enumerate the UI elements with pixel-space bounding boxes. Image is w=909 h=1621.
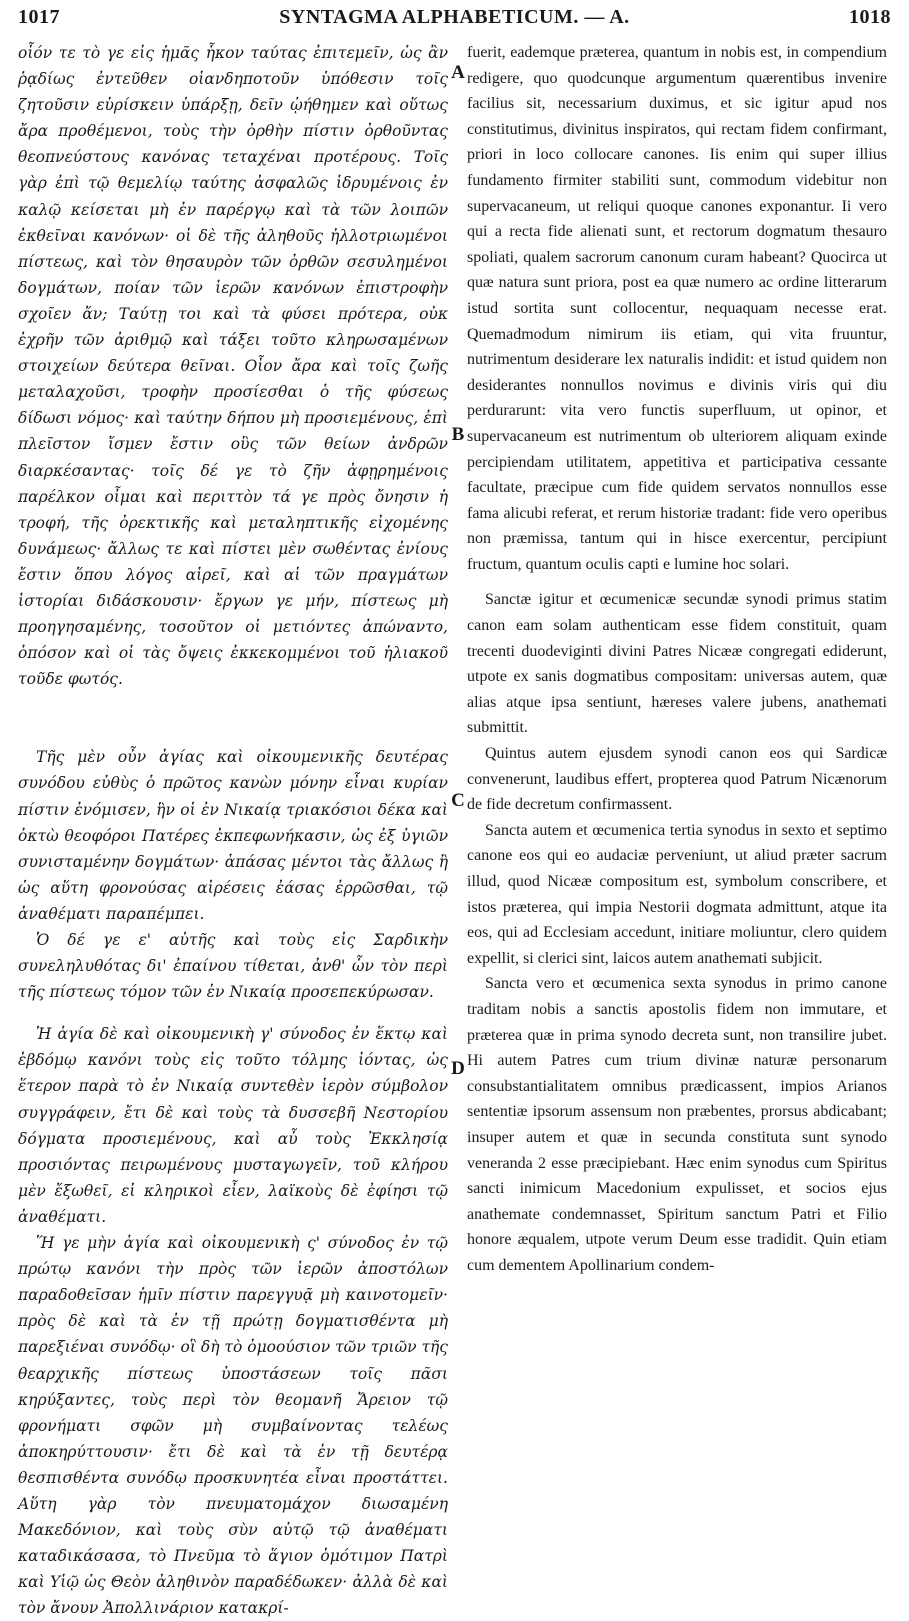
latin-paragraph-4: Sancta autem et œcumenica tertia synodus in sexto et septimo canone eos qui eo audaciæ perveniunt, ut aliud præter sacrum illud, quod Nicææ compositum est, symbolum conscribere, et istos præterea, qui impia Nestorii dogmata admittunt, atque ita eos, qui ad Ecclesiam accedunt, initiare moliuntur, clero quidem expellit, si clerici sint, laicos autem anathemati subjicit.	[467, 821, 887, 967]
page-header	[18, 6, 891, 42]
page-number-right: 1018	[849, 6, 891, 28]
margin-marker-c: C	[451, 790, 465, 811]
greek-paragraph-2: Τῆς μὲν οὖν ἁγίας καὶ οἰκουμενικῆς δευτέρας συνόδου εὐθὺς ὁ πρῶτος κανὼν μόνην εἶναι κυρίαν πίστιν ἐνόμισεν, ἣν οἱ ἐν Νικαίᾳ τριακόσιοι δέκα καὶ ὀκτὼ θεοφόροι Πατέρες ἐκπεφωνήκασιν, ὡς ἐξ ὑγιῶν συνισταμένην δογμάτων· ἁπάσας μέντοι τὰς ἄλλως ἢ ὡς αὕτη φρονούσας αἱρέσεις ἐάσας ἐρρῶσθαι, τῷ ἀναθέματι παραπέμπει.	[18, 748, 448, 923]
page-number-left: 1017	[18, 6, 60, 28]
greek-column	[18, 40, 448, 1621]
running-title: SYNTAGMA ALPHABETICUM. — A.	[279, 6, 630, 28]
greek-paragraph-4: Ἡ ἁγία δὲ καὶ οἰκουμενικὴ γ' σύνοδος ἐν ἕκτῳ καὶ ἑβδόμῳ κανόνι τοὺς εἰς τοῦτο τόλμης ἰόντας, ὡς ἕτερον παρὰ τὸ ἐν Νικαίᾳ συντεθὲν ἱερὸν σύμβολον συγγράφειν, ἔτι δὲ καὶ τοὺς τὰ δυσσεβῆ Νεστορίου δόγματα προσιεμένους, καὶ αὖ τοὺς Ἐκκλησίᾳ προσιόντας πειρωμένους μυσταγωγεῖν, τοῦ κλήρου μὲν ἔξωθεῖ, εἰ κληρικοὶ εἶεν, λαϊκοὺς δὲ ἐφίησι τῷ ἀναθέματι.	[18, 1025, 448, 1226]
margin-marker-b: B	[451, 424, 465, 445]
margin-marker-d: D	[451, 1058, 465, 1079]
latin-paragraph-1: fuerit, eademque præterea, quantum in nobis est, in compendium redigere, quo quodcunque argumentum quærentibus invenire facilius sit, necessarium duximus, et sic igitur apud nos constitutimus, divinitus inspiratos, qui rectam fidem confirmant, priori in loco collocare canones. Iis enim qui super illius fundamento firmiter stabiliti sunt, commodum videbitur non supervacaneum, ut reliqui quoque canones exponantur. Ii vero qui a recta fide alienati sunt, et rectorum dogmatum thesauro spoliati, qualem sacrorum canonum curam habeant? Quocirca ut quæ natura sunt priora, post ea quæ numero ac ordine litterarum istud sortita sunt collocentur, nequaquam necesse erat. Quemadmodum nimirum iis etiam, qui vita fruuntur, nutrimentum desiderare lex naturalis indidit: et istud quidem non desiderantes nonnullos novimus e divinis viris qui diu perdurarunt: vita vero functis superfluum, ut opinor, et supervacaneum est nutrimentum ob ulteriorem aliquam exinde percipiendam utilitatem, appetitiva et participativa cessante facultate, præcipue cum fide quidem servatos nonnullos esse fama alicubi referat, et rerum historiæ tradant: fide vero operibus non præmissa, tantum qui in hisce exercentur, percipiunt fructum, quantum oculis capti e lumine hoc solari.	[467, 44, 887, 573]
latin-paragraph-5: Sancta vero et œcumenica sexta synodus in primo canone traditam nobis a sanctis apostolis fidem non immutare, et præterea quæ in prima synodo decreta sunt, non transilire jubet. Hi autem Patres cum trium divinæ naturæ personarum consubstantialitatem omnibus prædicassent, impios Arianos sententiæ ipsorum assensum non præbentes, prorsus abdicabant; insuper autem et quæ in secunda constituta sunt synodo veneranda 2 esse præcipiebant. Hæc enim synodus cum Spiritus sancti inimicum Macedonium expulisset, et socios ejus anathemate condemnasset, Spiritum sanctum Patri et Filio honore æqualem, utpote verum Deum esse tradidit. Quin etiam cum dementem Apollinarium condem-	[467, 975, 887, 1274]
greek-paragraph-5: Ἥ γε μὴν ἁγία καὶ οἰκουμενικὴ ς' σύνοδος ἐν τῷ πρώτῳ κανόνι τὴν πρὸς τῶν ἱερῶν ἀποστόλων παραδοθεῖσαν ἡμῖν πίστιν παρεγγυᾷ μὴ καινοτομεῖν· πρὸς δὲ καὶ τὰ ἐν τῇ πρώτῃ δογματισθέντα μὴ παρεξιέναι συνόδῳ· οἳ δὴ τὸ ὁμοούσιον τῶν τριῶν τῆς θεαρχικῆς πίστεως ὑποστάσεων τοῖς πᾶσι κηρύξαντες, τοὺς περὶ τὸν θεομανῆ Ἄρειον τῷ φρονήματι σφῶν μὴ συμβαίνοντας τελέως ἀποκηρύττουσιν· ἔτι δὲ καὶ τὰ ἐν τῇ δευτέρᾳ θεσπισθέντα συνόδῳ προσκυνητέα εἶναι προστάττει. Αὕτη γὰρ τὸν πνευματομάχον διωσαμένη Μακεδόνιον, καὶ τοὺς σὺν αὐτῷ τῷ ἀναθέματι καταδικάσασα, τὸ Πνεῦμα τὸ ἅγιον ὁμότιμον Πατρὶ καὶ Υἱῷ ὡς Θεὸν ἀληθινὸν παραδέδωκεν· ἀλλὰ δὲ καὶ τὸν ἄνουν Ἀπολλινάριον κατακρί-	[18, 1234, 448, 1618]
margin-marker-a: A	[451, 62, 465, 83]
latin-column	[467, 40, 887, 1279]
greek-paragraph-1: οἷόν τε τὸ γε εἰς ἡμᾶς ἧκον ταύτας ἐπιτεμεῖν, ὡς ἂν ῥᾳδίως ἐντεῦθεν οἱανδηποτοῦν ὑπόθεσιν τοῖς ζητοῦσιν εὑρίσκειν ὑπάρξῃ, δεῖν ᾠήθημεν καὶ οὕτως ἄρα προθέμενοι, τοὺς τὴν ὀρθὴν πίστιν ὀρθοῦντας θεοπνεύστους κανόνας τεταχέναι προτέρους. Τοῖς γὰρ ἐπὶ τῷ θεμελίῳ ταύτης ἀσφαλῶς ἱδρυμένοις ἐν καλῷ κείσεται μὴ ἐν παρέργῳ καὶ τὰ τῶν λοιπῶν ἐκθεῖναι κανόνων· οἱ δὲ τῆς ἀληθοῦς ἠλλοτριωμένοι πίστεως, καὶ τὸν θησαυρὸν τῶν ὀρθῶν σεσυλημένοι δογμάτων, ποίαν τῶν ἱερῶν κανόνων ἐπιστροφὴν σχοῖεν ἄν; Ταύτῃ τοι καὶ τὰ φύσει πρότερα, οὐκ ἐχρῆν τῶν ἀριθμῷ καὶ τάξει τοῦτο κληρωσαμένων στοιχείων δεύτερα θεῖναι. Οἷον ἄρα καὶ τοῖς ζωῆς μεταλαχοῦσι, τροφὴν προσίεσθαι ὁ τῆς φύσεως δίδωσι νόμος· καὶ ταύτην δήπου μὴ προσιεμένους, ἐπὶ πλεῖστον ἴσμεν ἔστιν οὓς τῶν θείων ἀνδρῶν διαρκέσαντας· τοῖς δέ γε τὸ ζῆν ἀφῃρημένοις παρέλκον οἶμαι καὶ περιττὸν τά γε πρὸς ὄνησιν ἡ τροφή, τῆς ὀρεκτικῆς καὶ μεταληπτικῆς εἰχομένης δυνάμεως· ἄλλως τε καὶ πίστει μὲν σωθέντας ἐνίους ἔστιν ὅπου λόγος αἱρεῖ, καὶ αἱ τῶν πραγμάτων ἱστορίαι διδάσκουσιν· ἔργων γε μήν, πίστεως μὴ προηγησαμένης, τοσοῦτον οἱ μετιόντες ἀπώναντο, ὁπόσον καὶ οἱ τὰς ὄψεις ἐκκεκομμένοι τοῦ ἡλιακοῦ τοῦδε φωτός.	[18, 44, 448, 689]
latin-paragraph-2: Sanctæ igitur et œcumenicæ secundæ synodi primus statim canon eam solam authenticam esse fidem constituit, quam trecenti duodeviginti divini Patres Nicææ congregati ediderunt, utpote ex sanis dogmatibus compositam: universas autem, quæ alias atque ipsa sentiunt, hæreses valere jubens, anathemati submittit.	[467, 591, 887, 737]
latin-paragraph-3: Quintus autem ejusdem synodi canon eos qui Sardicæ convenerunt, laudibus effert, propterea quod Patrum Nicænorum de fide decretum confirmassent.	[467, 745, 887, 814]
greek-paragraph-3: Ὁ δέ γε ε' αὐτῆς καὶ τοὺς εἰς Σαρδικὴν συνεληλυθότας δι' ἐπαίνου τίθεται, ἀνθ' ὧν τὸν περὶ τῆς πίστεως τόμον τῶν ἐν Νικαίᾳ προσεπεκύρωσαν.	[18, 931, 448, 1002]
